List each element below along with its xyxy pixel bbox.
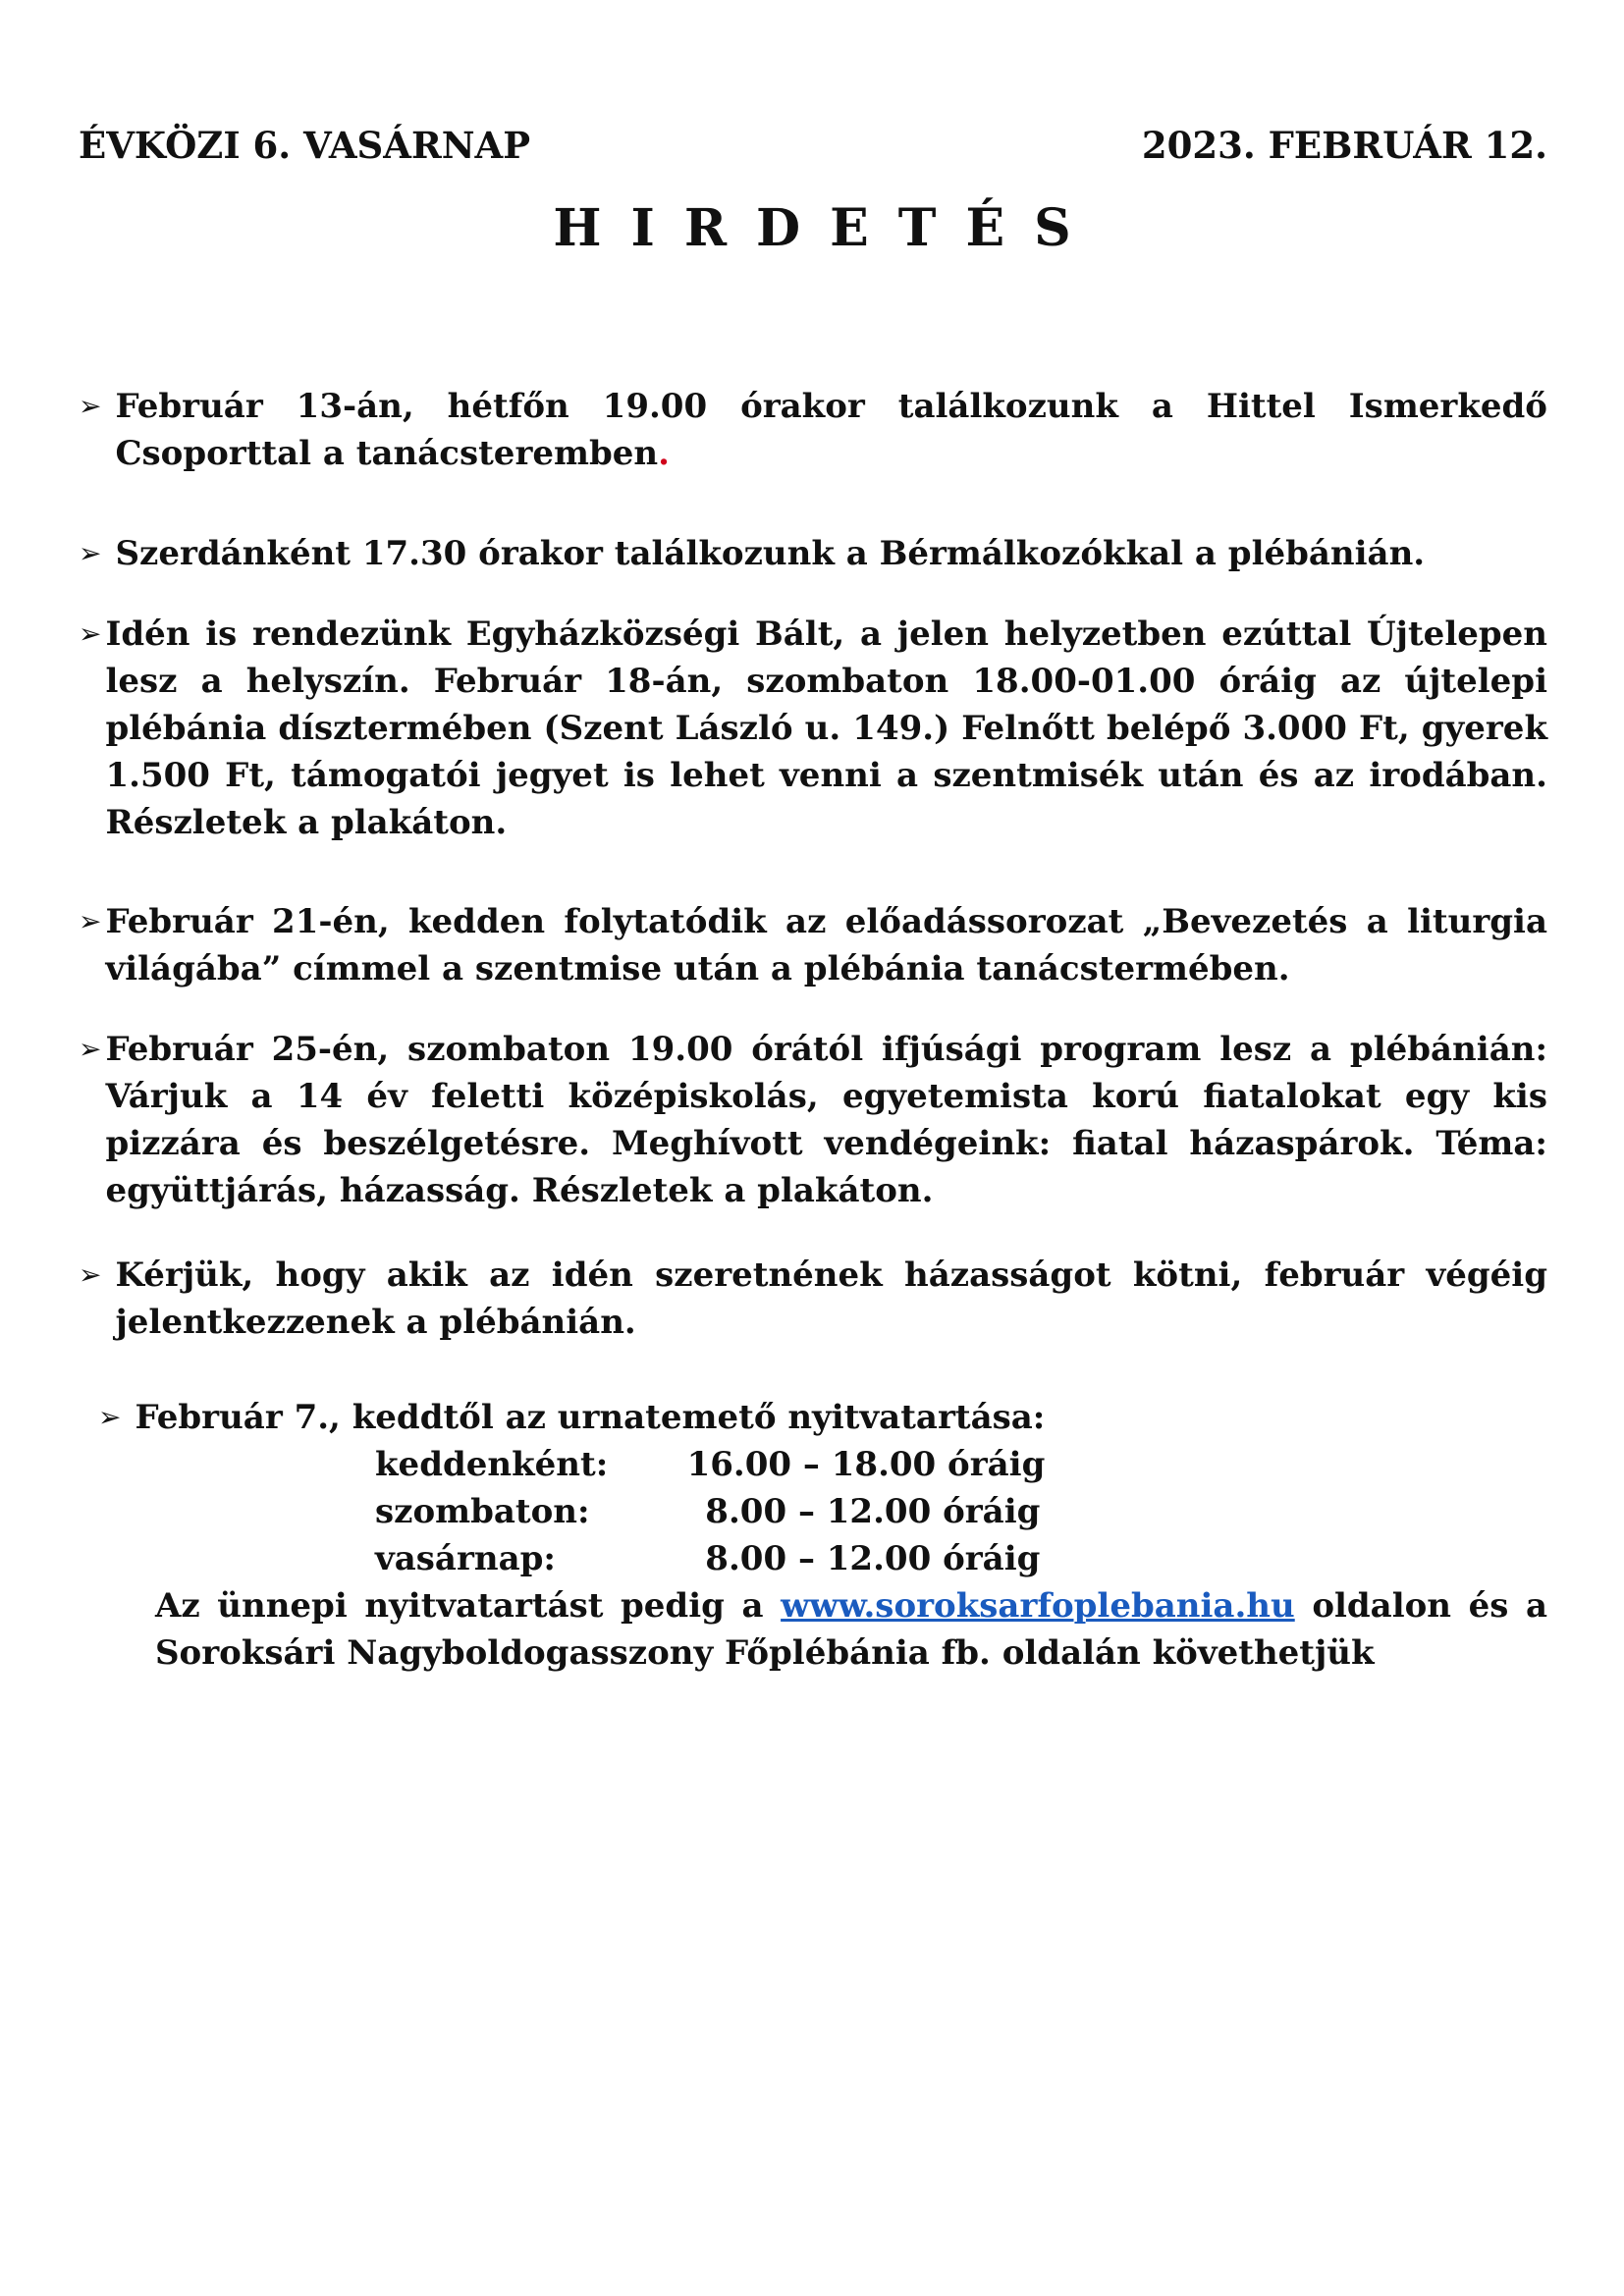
footer-note: Az ünnepi nyitvatartást pedig a www.soroksarfoplebania.hu oldalon és a Soroksári Nagyboldogasszony Főplébánia fb. oldalán követhetjük (155, 1586, 1547, 1673)
announcement-text: Február 21-én, kedden folytatódik az előadássorozat „Bevezetés a liturgia világába” címmel a szentmise után a plébánia tanácstermében. (105, 902, 1547, 988)
hours-day: szombaton: (375, 1492, 590, 1531)
arrow-bullet-icon: ➢ (79, 617, 102, 650)
cemetery-hours-table (375, 1441, 1062, 1582)
hours-row (375, 1488, 1062, 1535)
hours-time: 16.00 – 18.00 óráig (686, 1445, 1046, 1484)
arrow-bullet-icon: ➢ (79, 537, 102, 569)
announcement-item (79, 1252, 1547, 1346)
header-liturgical-day: ÉVKÖZI 6. VASÁRNAP (79, 124, 531, 167)
announcement-item (79, 383, 1547, 477)
arrow-bullet-icon: ➢ (79, 1033, 102, 1065)
header (79, 122, 1547, 169)
hours-time: 8.00 – 12.00 óráig (705, 1539, 1041, 1578)
hours-time: 8.00 – 12.00 óráig (705, 1492, 1041, 1531)
hours-row (375, 1441, 1062, 1488)
announcement-item (79, 530, 1547, 577)
announcement-text: Idén is rendezünk Egyházközségi Bált, a jelen helyzetben ezúttal Újtelepen lesz a helyszín. Február 18-án, szombaton 18.00-01.00 óráig az újtelepi plébánia dísztermében (Szent László u. 149.) Felnőtt belépő 3.000 Ft, gyerek 1.500 Ft, támogatói jegyet is lehet venni a szentmisék után és az irodában. Részletek a plakáton. (105, 614, 1547, 842)
parish-website-link[interactable]: www.soroksarfoplebania.hu (781, 1586, 1295, 1626)
page-title: HIRDETÉS (553, 198, 1101, 258)
announcement-text: Február 7., keddtől az urnatemető nyitvatartása: (135, 1398, 1046, 1437)
header-date: 2023. FEBRUÁR 12. (1141, 124, 1547, 167)
announcement-text: Szerdánként 17.30 órakor találkozunk a Bérmálkozókkal a plébánián. (115, 534, 1426, 573)
announcement-text: Kérjük, hogy akik az idén szeretnének házasságot kötni, február végéig jelentkezzenek a plébánián. (115, 1255, 1547, 1342)
hours-day: keddenként: (375, 1445, 609, 1484)
hours-day: vasárnap: (375, 1539, 556, 1578)
announcement-item (79, 1026, 1547, 1214)
arrow-bullet-icon: ➢ (79, 905, 102, 937)
arrow-bullet-icon: ➢ (79, 1258, 102, 1291)
announcement-text: Február 13-án, hétfőn 19.00 órakor találkozunk a Hittel Ismerkedő Csoporttal a tanácsteremben. (115, 387, 1547, 473)
announcement-item (79, 611, 1547, 846)
announcement-item (98, 1394, 1547, 1441)
arrow-bullet-icon: ➢ (98, 1401, 122, 1433)
arrow-bullet-icon: ➢ (79, 390, 102, 422)
hours-row (375, 1535, 1062, 1582)
announcement-item (79, 898, 1547, 992)
announcement-text: Február 25-én, szombaton 19.00 órától ifjúsági program lesz a plébánián: Várjuk a 14 év feletti középiskolás, egyetemista korú fiatalokat egy kis pizzára és beszélgetésre. Meghívott vendégeink: fiatal házaspárok. Téma: együttjárás, házasság. Részletek a plakáton. (105, 1030, 1547, 1210)
